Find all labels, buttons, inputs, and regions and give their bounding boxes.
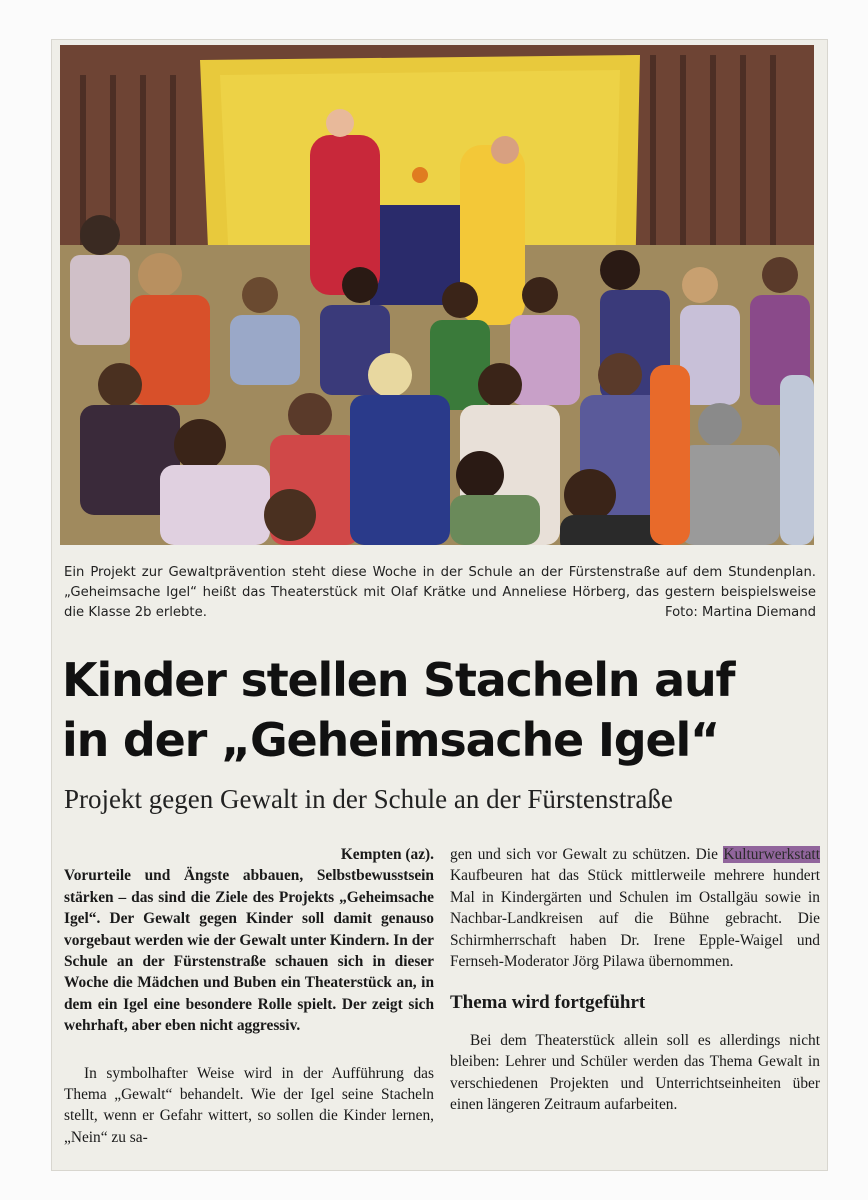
headline-line-2: in der „Geheimsache Igel“: [62, 713, 720, 767]
article-body-left: In symbolhafter Weise wird in der Aufführung das Thema „Gewalt“ behandelt. Wie der Igel seine Stacheln stellt, wenn er Gefahr wittert, so sollen die Kinder lernen, „Nein“ zu sa-: [64, 1064, 434, 1146]
lead-text: Vorurteile und Ängste abbauen, Selbstbewusstsein stärken – das sind die Ziele des Projekts „Geheimsache Igel“. Der Gewalt gegen Kinder soll damit genauso vorgebaut werden wie der Gewalt unter Kindern. In der Schule an der Fürstenstraße schauen sich in dieser Woche die Mädchen und Buben ein Theaterstück an, in dem ein Igel eine besondere Rolle spielt. Der zeigt sich wehrhaft, aber eben nicht aggressiv.: [64, 867, 434, 1035]
photo-caption: [64, 563, 816, 623]
photo-credit: Foto: Martina Diemand: [665, 605, 816, 620]
section-subheading: Thema wird fortgeführt: [450, 992, 646, 1014]
theater-scene-illustration: [60, 45, 814, 545]
dateline: Kempten (az).: [340, 846, 434, 863]
caption-text: Ein Projekt zur Gewaltprävention steht diese Woche in der Schule an der Fürstenstraße auf dem Stundenplan. „Geheimsache Igel“ heißt das Theaterstück mit Olaf Krätke und Anneliese Hörberg, das gestern beispielsweise die Klasse 2b erlebte.: [64, 565, 816, 620]
highlighted-text: Kulturwerkstatt: [723, 846, 820, 863]
article-column-right: [450, 844, 820, 1115]
article-body-right-2: Bei dem Theaterstück allein soll es allerdings nicht bleiben: Lehrer und Schüler werden das Thema Gewalt in verschiedenen Projekten und Unterrichtseinheiten über einen längeren Zeitraum aufarbeiten.: [450, 1031, 820, 1114]
headline: [62, 650, 822, 770]
article-body-right: [450, 844, 820, 972]
headline-line-1: Kinder stellen Stacheln auf: [62, 653, 735, 707]
body-right-post: Kaufbeuren hat das Stück mittlerweile mehrere hundert Mal in Kindergärten und Schulen im Ostallgäu sowie in Nachbar-Landkreisen auf die Bühne gebracht. Die Schirmherrschaft haben Dr. Irene Epple-Waigel und Fernseh-Moderator Jörg Pilawa übernommen.: [450, 867, 820, 971]
subheadline: Projekt gegen Gewalt in der Schule an der Fürstenstraße: [64, 784, 673, 814]
article-column-left: [64, 844, 434, 1148]
article-lead: [64, 844, 434, 1037]
body-right-pre: gen und sich vor Gewalt zu schützen. Die: [450, 846, 724, 863]
article-photo: [60, 45, 814, 545]
